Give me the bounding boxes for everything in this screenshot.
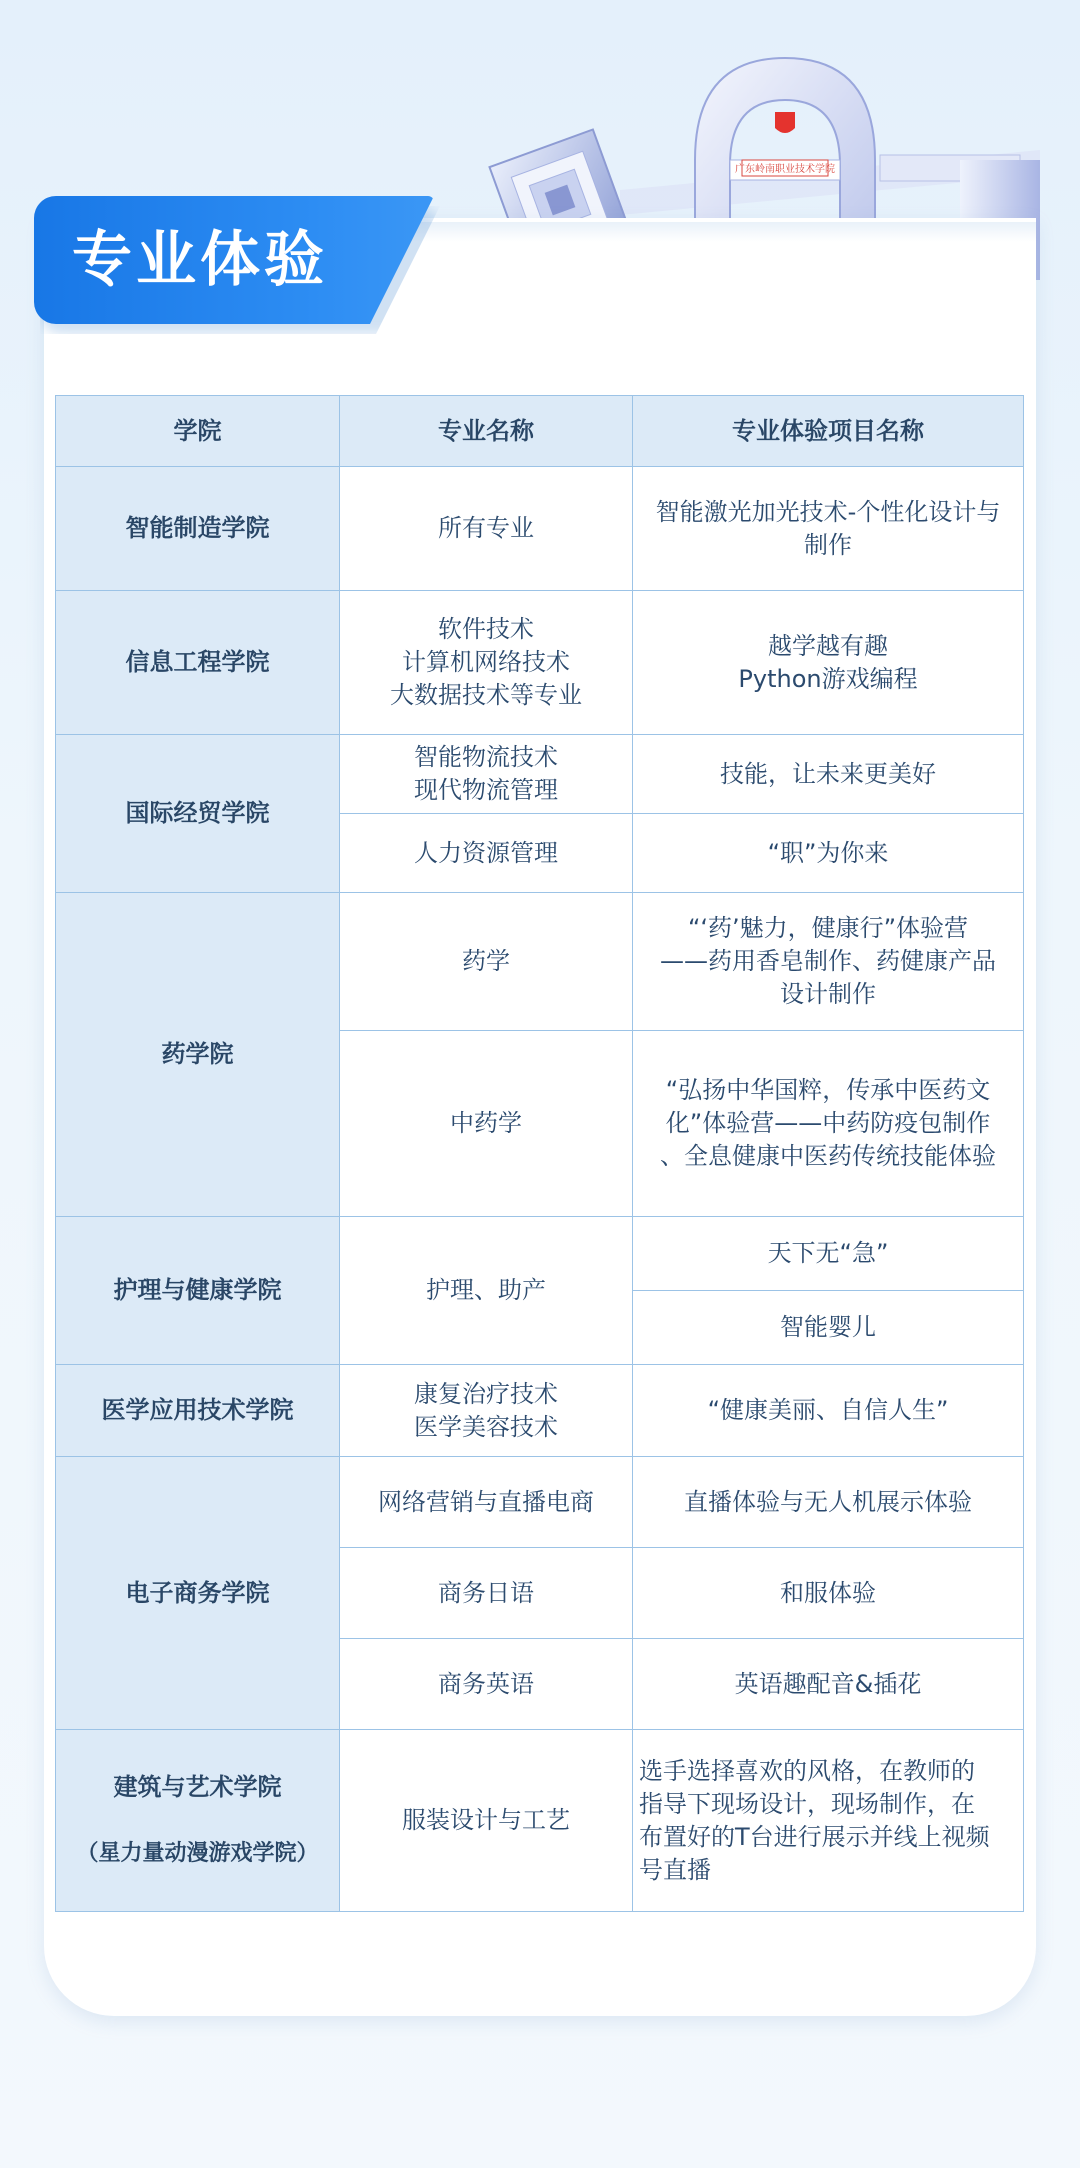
- major-cell: 商务日语: [340, 1548, 633, 1639]
- majors-table-wrap: [55, 395, 1023, 1912]
- header-major: 专业名称: [340, 396, 633, 467]
- college-cell: 国际经贸学院: [56, 735, 340, 893]
- project-cell: 技能，让未来更美好: [633, 735, 1024, 814]
- majors-table: [55, 395, 1024, 1912]
- project-cell: 智能激光加光技术-个性化设计与 制作: [633, 467, 1024, 591]
- project-cell: 英语趣配音&插花: [633, 1639, 1024, 1730]
- table-row: [56, 893, 1024, 1031]
- major-cell: 康复治疗技术 医学美容技术: [340, 1365, 633, 1457]
- table-row: [56, 467, 1024, 591]
- project-cell: “健康美丽、自信人生”: [633, 1365, 1024, 1457]
- major-cell: 软件技术 计算机网络技术 大数据技术等专业: [340, 591, 633, 735]
- college-cell: [56, 1730, 340, 1912]
- project-cell: 越学越有趣 Python游戏编程: [633, 591, 1024, 735]
- major-cell: 智能物流技术 现代物流管理: [340, 735, 633, 814]
- major-cell: 所有专业: [340, 467, 633, 591]
- header-project: 专业体验项目名称: [633, 396, 1024, 467]
- project-cell: 天下无“急”: [633, 1217, 1024, 1291]
- table-row: [56, 1217, 1024, 1291]
- college-subname: （星力量动漫游戏学院）: [76, 1841, 319, 1866]
- major-cell: 网络营销与直播电商: [340, 1457, 633, 1548]
- table-row: [56, 735, 1024, 814]
- table-row: [56, 1457, 1024, 1548]
- college-name: 建筑与艺术学院: [113, 1773, 282, 1801]
- major-cell: 商务英语: [340, 1639, 633, 1730]
- major-cell: 人力资源管理: [340, 814, 633, 893]
- table-row: [56, 1730, 1024, 1912]
- major-cell: 中药学: [340, 1031, 633, 1217]
- table-header-row: [56, 396, 1024, 467]
- college-cell: 电子商务学院: [56, 1457, 340, 1730]
- project-cell: 直播体验与无人机展示体验: [633, 1457, 1024, 1548]
- project-cell: “‘药’魅力，健康行”体验营 ——药用香皂制作、药健康产品 设计制作: [633, 893, 1024, 1031]
- college-cell: 药学院: [56, 893, 340, 1217]
- project-cell: 选手选择喜欢的风格，在教师的 指导下现场设计，现场制作，在 布置好的T台进行展示并线上视频 号直播: [633, 1730, 1024, 1912]
- project-cell: 和服体验: [633, 1548, 1024, 1639]
- project-cell: 智能婴儿: [633, 1291, 1024, 1365]
- gate-sign-text: 广东岭南职业技术学院: [735, 164, 835, 175]
- project-cell: “弘扬中华国粹，传承中医药文 化”体验营——中药防疫包制作 、全息健康中医药传统技能体验: [633, 1031, 1024, 1217]
- major-cell: 护理、助产: [340, 1217, 633, 1365]
- banner-title: 专业体验: [72, 225, 328, 295]
- project-cell: “职”为你来: [633, 814, 1024, 893]
- college-cell: 智能制造学院: [56, 467, 340, 591]
- college-cell: 护理与健康学院: [56, 1217, 340, 1365]
- table-row: [56, 1365, 1024, 1457]
- header-college: 学院: [56, 396, 340, 467]
- college-cell: 信息工程学院: [56, 591, 340, 735]
- major-cell: 服装设计与工艺: [340, 1730, 633, 1912]
- table-row: [56, 591, 1024, 735]
- major-cell: 药学: [340, 893, 633, 1031]
- college-cell: 医学应用技术学院: [56, 1365, 340, 1457]
